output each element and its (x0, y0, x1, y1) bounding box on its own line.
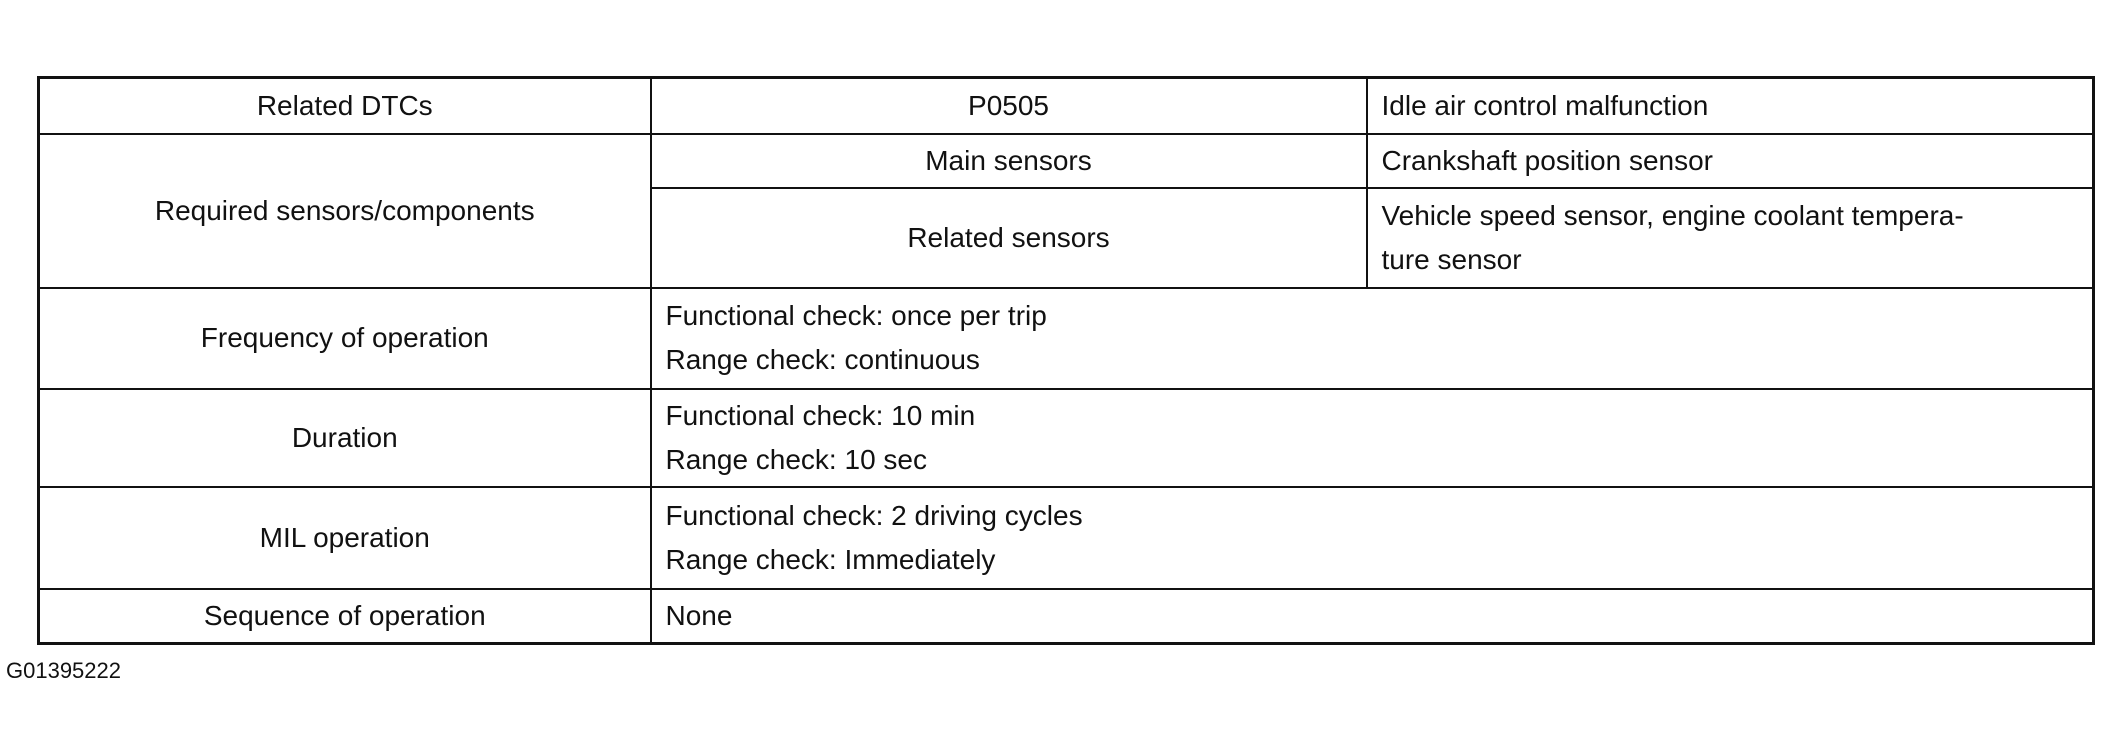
mil-operation-value (651, 487, 2094, 589)
related-sensors-label: Related sensors (651, 188, 1367, 288)
sequence-label: Sequence of operation (39, 589, 651, 644)
frequency-label: Frequency of operation (39, 288, 651, 389)
row-mil-operation (39, 487, 2094, 589)
frequency-value (651, 288, 2094, 389)
dtc-info-table (37, 76, 2095, 645)
row-duration (39, 389, 2094, 487)
main-sensors-label: Main sensors (651, 134, 1367, 188)
duration-label: Duration (39, 389, 651, 487)
mil-operation-line2: Range check: Immediately (665, 543, 996, 575)
duration-value (651, 389, 2094, 487)
duration-line1: Functional check: 10 min (665, 399, 976, 431)
sequence-value: None (651, 589, 2094, 644)
related-dtcs-code: P0505 (651, 78, 1367, 134)
figure-id: G01395222 (6, 658, 121, 683)
row-sequence (39, 589, 2094, 644)
row-frequency (39, 288, 2094, 389)
related-sensors-value (1367, 188, 2094, 288)
mil-operation-line1: Functional check: 2 driving cycles (665, 499, 1083, 531)
main-sensors-value: Crankshaft position sensor (1367, 134, 2094, 188)
row-related-dtcs (39, 78, 2094, 134)
row-main-sensors (39, 134, 2094, 188)
required-sensors-label: Required sensors/components (39, 134, 651, 288)
related-dtcs-description: Idle air control malfunction (1367, 78, 2094, 134)
related-sensors-value-line1: Vehicle speed sensor, engine coolant tempera- (1381, 199, 1964, 231)
related-sensors-value-line2: ture sensor (1381, 243, 1522, 275)
frequency-line2: Range check: continuous (665, 344, 980, 375)
duration-line2: Range check: 10 sec (665, 443, 927, 475)
mil-operation-label: MIL operation (39, 487, 651, 589)
related-dtcs-label: Related DTCs (39, 78, 651, 134)
frequency-line1: Functional check: once per trip (665, 300, 1047, 331)
